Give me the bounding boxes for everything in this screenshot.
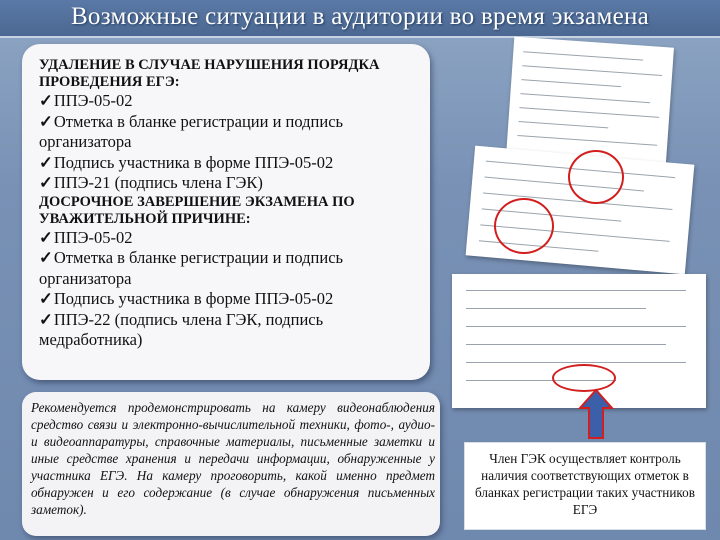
section1-item: ✓ Отметка в бланке регистрации и подпись организатора xyxy=(39,112,421,153)
procedures-card xyxy=(22,44,430,380)
procedures-content xyxy=(39,57,421,351)
section1-item: ✓ ППЭ-05-02 xyxy=(39,91,421,112)
section2-item: ✓ Подпись участника в форме ППЭ-05-02 xyxy=(39,289,421,310)
section2-item: ✓ Отметка в бланке регистрации и подпись организатора xyxy=(39,248,421,289)
section2-item: ✓ ППЭ-22 (подпись члена ГЭК, подпись медработника) xyxy=(39,310,421,351)
title-bar xyxy=(0,0,720,38)
section1-heading: УДАЛЕНИЕ В СЛУЧАЕ НАРУШЕНИЯ ПОРЯДКА ПРОВЕДЕНИЯ ЕГЭ: xyxy=(39,57,380,90)
slide-title: Возможные ситуации в аудитории во время экзамена xyxy=(70,3,650,30)
section2-heading: ДОСРОЧНОЕ ЗАВЕРШЕНИЕ ЭКЗАМЕНА ПО УВАЖИТЕЛЬНОЙ ПРИЧИНЕ: xyxy=(39,193,355,227)
recommendation-card xyxy=(22,392,440,536)
section1-item: ✓ Подпись участника в форме ППЭ-05-02 xyxy=(39,153,421,174)
recommendation-text: Рекомендуется продемонстрировать на камеру видеонаблюдения средство связи и электронно-вычислительной техники, фото-, аудио- и видеоаппаратуры, справочные материалы, письменные заметки и иные средстве хранения и передачи информации, обнаруженные у участника ЕГЭ. На камеру проговорить, какой именно предмет обнаружен и его содержание (в случае обнаружения письменных заметок). xyxy=(31,400,435,517)
highlight-oval-left xyxy=(494,198,554,254)
section1-item: ✓ ППЭ-21 (подпись члена ГЭК) xyxy=(39,173,421,194)
gek-note-box xyxy=(464,442,706,530)
gek-note-text: Член ГЭК осуществляет контроль наличия соответствующих отметок в бланках регистрации таких участников ЕГЭ xyxy=(475,451,695,517)
form-image-top xyxy=(506,37,674,168)
arrow-up-icon xyxy=(578,388,614,440)
section2-item: ✓ ППЭ-05-02 xyxy=(39,228,421,249)
highlight-oval-top xyxy=(568,150,624,204)
